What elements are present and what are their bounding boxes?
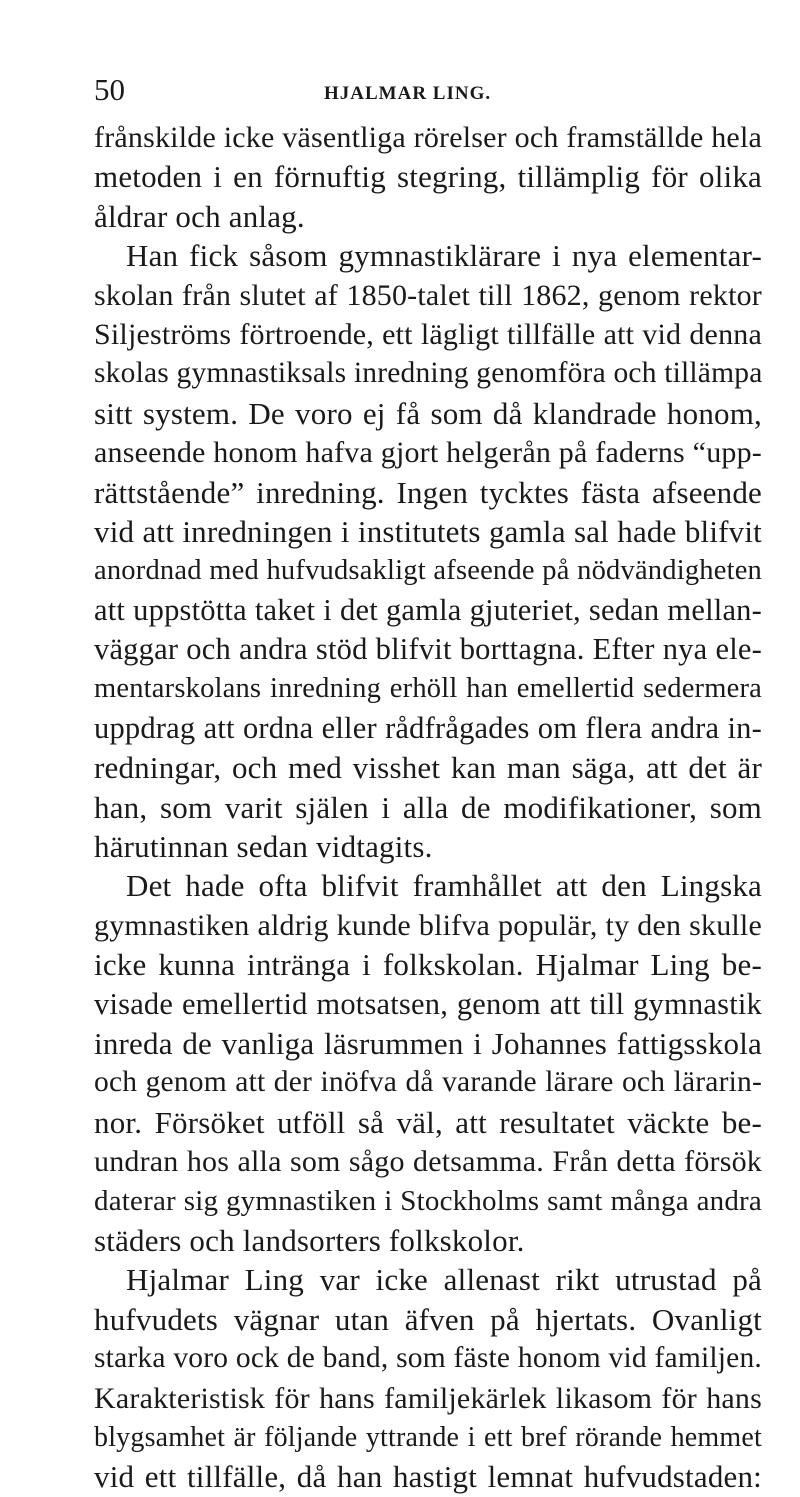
text-line: metoden i en förnuftig stegring, tillämplig för olika xyxy=(94,159,762,195)
text-line: icke kunna intränga i folkskolan. Hjalmar Ling be- xyxy=(94,947,762,983)
running-title: HJALMAR LING. xyxy=(324,83,492,104)
body-text xyxy=(94,118,762,1497)
text-line: skolan från slutet af 1850-talet till 1862, genom rektor xyxy=(94,278,762,312)
text-line: blygsamhet är följande yttrande i ett bref rörande hemmet xyxy=(94,1421,762,1453)
text-line: att uppstötta taket i det gamla gjuteriet, sedan mellan- xyxy=(94,592,762,627)
text-line: inreda de vanliga läsrummen i Johannes fattigsskola xyxy=(94,1025,762,1061)
text-line: Det hade ofta blifvit framhållet att den Lingska xyxy=(126,868,762,904)
text-line: härutinnan sedan vidtagits. xyxy=(94,829,433,865)
text-line: han, som varit själen i alla de modifikationer, som xyxy=(94,789,762,825)
text-line: städers och landsorters folkskolor. xyxy=(94,1222,525,1258)
text-line: uppdrag att ordna eller rådfrågades om flera andra in- xyxy=(94,710,762,745)
text-line: skolas gymnastiksals inredning genomföra och tillämpa xyxy=(94,357,763,390)
running-head xyxy=(94,70,760,110)
text-line: visade emellertid motsatsen, genom att till gymnastik xyxy=(94,986,762,1021)
text-line: daterar sig gymnastiken i Stockholms samt många andra xyxy=(94,1184,762,1217)
text-line: och genom att der inöfva då varande lärare och lärarin- xyxy=(94,1066,762,1099)
text-line: nor. Försöket utföll så väl, att resultatet väckte be- xyxy=(94,1104,762,1140)
text-line: gymnastiken aldrig kunde blifva populär, ty den skulle xyxy=(94,908,762,942)
text-line: Hjalmar Ling var icke allenast rikt utrustad på xyxy=(126,1262,762,1298)
text-line: vid att inredningen i institutets gamla sal hade blifvit xyxy=(94,513,762,549)
text-line: Siljeströms förtroende, ett lägligt tillfälle att vid denna xyxy=(94,317,762,351)
text-line: frånskilde icke väsentliga rörelser och framställde hela xyxy=(94,121,762,154)
text-line: åldrar och anlag. xyxy=(94,198,305,234)
text-line: Karakteristisk för hans familjekärlek likasom för hans xyxy=(94,1381,762,1415)
text-line: rättstående” inredning. Ingen tycktes fästa afseende xyxy=(94,474,762,510)
text-line: redningar, och med visshet kan man säga, att det är xyxy=(94,750,762,786)
text-line: vid ett tillfälle, då han hastigt lemnat hufvudstaden: xyxy=(94,1459,762,1495)
text-line: anseende honom hafva gjort helgerån på faderns “upp- xyxy=(94,436,762,470)
text-line: Han fick såsom gymnastiklärare i nya elementar- xyxy=(126,238,762,274)
text-line: starka voro ock de band, som fäste honom vid familjen. xyxy=(94,1342,762,1375)
text-line: hufvudets vägnar utan äfven på hjertats. Ovanligt xyxy=(94,1301,762,1337)
text-line: sitt system. De voro ej få som då klandrade honom, xyxy=(94,395,762,431)
text-line: mentarskolans inredning erhöll han emellertid sedermera xyxy=(94,673,762,705)
text-line: undran hos alla som sågo detsamma. Från detta försök xyxy=(94,1145,762,1179)
page-number: 50 xyxy=(94,72,125,107)
text-line: anordnad med hufvudsakligt afseende på nödvändigheten xyxy=(94,555,762,587)
text-line: väggar och andra stöd blifvit borttagna. Efter nya ele- xyxy=(94,632,762,667)
